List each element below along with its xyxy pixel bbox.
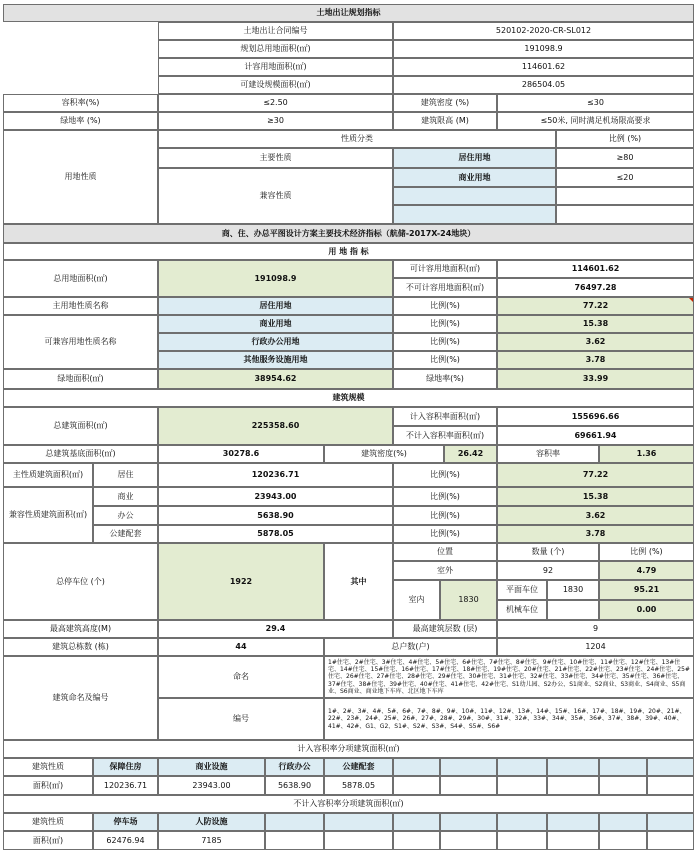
nonfar-land-value: 76497.28: [497, 278, 694, 297]
compat-gfa-label: 兼容性质建筑面积(㎡): [3, 487, 93, 543]
contract-label: 土地出让合同编号: [158, 22, 393, 40]
flat-qty: 1830: [547, 580, 599, 600]
far-area-value: 114601.62: [393, 58, 694, 76]
far-land-value: 114601.62: [497, 260, 694, 278]
nonfar-h-empty-3: [393, 813, 440, 831]
far-land-label: 可计容用地面积(㎡): [393, 260, 497, 278]
land-index-title: 用 地 指 标: [3, 243, 694, 260]
naming-sub: 命名: [158, 656, 324, 698]
nonfar-h-empty-2: [324, 813, 393, 831]
main-gfa-type: 居住: [93, 463, 158, 487]
position-header: 位置: [393, 543, 497, 561]
max-height-label: 最高建筑高度(M): [3, 620, 158, 638]
parking-value: 1922: [158, 543, 324, 620]
far-v-empty-1: [393, 776, 440, 795]
far-h3: 行政办公: [265, 758, 324, 776]
buildable-label: 可建设规模面积(㎡): [158, 76, 393, 94]
plot-ratio2-value: 1.36: [599, 445, 694, 463]
planned-area-value: 191098.9: [393, 40, 694, 58]
far-h-empty-1: [393, 758, 440, 776]
naming-label: 建筑命名及编号: [3, 656, 158, 740]
nonfar-v-empty-8: [647, 831, 694, 850]
far-split-title: 计入容积率分项建筑面积(㎡): [3, 740, 694, 758]
main-use-ratio: [497, 297, 694, 315]
max-floors-label: 最高建筑层数 (层): [393, 620, 497, 638]
indoor-label: 室内: [393, 580, 440, 620]
max-height-value: 29.4: [158, 620, 393, 638]
nonfar-area-row-label: 面积(㎡): [3, 831, 93, 850]
commercial-label: 商业用地: [393, 168, 556, 187]
total-land-label: 总用地面积(㎡): [3, 260, 158, 297]
main-use-ratio-text: 77.22: [582, 301, 609, 311]
base-area-label: 总建筑基底面积(㎡): [3, 445, 158, 463]
far-h-empty-4: [547, 758, 599, 776]
among-label: 其中: [324, 543, 393, 620]
nonfar-gfa-value: 69661.94: [497, 426, 694, 445]
cg3-ratio-label: 比例(%): [393, 525, 497, 543]
far-v-empty-3: [497, 776, 547, 795]
nonfar-h-empty-8: [647, 813, 694, 831]
planned-area-label: 规划总用地面积(㎡): [158, 40, 393, 58]
cg1-type: 商业: [93, 487, 158, 506]
naming-text: 1#住宅、2#住宅、3#住宅、4#住宅、5#住宅、6#住宅、7#住宅、8#住宅、9#住宅、10#住宅、11#住宅、12#住宅、13#住宅、14#住宅、15#住宅、16#住宅、17#住宅、18#住宅、19#住宅、20#住宅、21#住宅、22#住宅、23#住宅、24#住宅、25#住宅、26#住宅、27#住宅、28#住宅、29#住宅、30#住宅、31#住宅、32#住宅、33#住宅、34#住宅、35#住宅、36#住宅、37#住宅、38#住宅、39#住宅、40#住宅、41#住宅、42#住宅、S1幼儿园、S2办公、S1商业、S2商业、S3商业、S4商业、S5商业、S6商业、商业地下车库、北区地下车库: [324, 656, 694, 698]
max-floors-value: 9: [497, 620, 694, 638]
plot-ratio2-label: 容积率: [497, 445, 599, 463]
height-label: 建筑限高 (M): [393, 112, 497, 130]
numbering-text: 1#、2#、3#、4#、5#、6#、7#、8#、9#、10#、11#、12#、13#、14#、15#、16#、17#、18#、19#、20#、21#、22#、23#、24#、25#、26#、27#、28#、29#、30#、31#、32#、33#、34#、35#、36#、37#、38#、39#、40#、41#、42#、G1、G2、S1#、S2#、S3#、S4#、S5#、S6#: [324, 698, 694, 740]
nonfar-v-empty-7: [599, 831, 647, 850]
cg1-ratio: 15.38: [497, 487, 694, 506]
mech-label: 机械车位: [497, 600, 547, 620]
residential-label: 居住用地: [393, 148, 556, 168]
numbering-sub: 编号: [158, 698, 324, 740]
far-v-empty-4: [547, 776, 599, 795]
compat1-ratio: 15.38: [497, 315, 694, 333]
main-gfa-label: 主性质建筑面积(㎡): [3, 463, 93, 487]
far-v2: 23943.00: [158, 776, 265, 795]
outdoor-qty: 92: [497, 561, 599, 580]
outdoor-label: 室外: [393, 561, 497, 580]
main-gfa-ratio-label: 比例(%): [393, 463, 497, 487]
far-gfa-value: 155696.66: [497, 407, 694, 426]
main-use-value: 居住用地: [158, 297, 393, 315]
far-h2: 商业设施: [158, 758, 265, 776]
cg2-value: 5638.90: [158, 506, 393, 525]
compat3-ratio-label: 比例(%): [393, 351, 497, 369]
far-h4: 公建配套: [324, 758, 393, 776]
commercial-ratio: ≤20: [556, 168, 694, 187]
nonfar-h1: 停车场: [93, 813, 158, 831]
empty-compat-ratio-2: [556, 205, 694, 224]
main-gfa-ratio: 77.22: [497, 463, 694, 487]
nonfar-gfa-label: 不计入容积率面积(㎡): [393, 426, 497, 445]
green-area-label: 绿地面积(㎡): [3, 369, 158, 389]
bldg-count-value: 44: [158, 638, 324, 656]
nonfar-v-empty-4: [440, 831, 497, 850]
mech-ratio: 0.00: [599, 600, 694, 620]
compat3-ratio: 3.78: [497, 351, 694, 369]
cg2-type: 办公: [93, 506, 158, 525]
compat-use-label: 可兼容用地性质名称: [3, 315, 158, 369]
cg3-ratio: 3.78: [497, 525, 694, 543]
empty-compat-row-1: [393, 187, 556, 205]
ratio-space-header: 比例 (%): [599, 543, 694, 561]
far-area-row-label: 面积(㎡): [3, 776, 93, 795]
nonfar-v1: 62476.94: [93, 831, 158, 850]
far-v4: 5878.05: [324, 776, 393, 795]
plot-ratio-value: ≤2.50: [158, 94, 393, 112]
scale-title: 建筑规模: [3, 389, 694, 407]
residential-ratio: ≥80: [556, 148, 694, 168]
far-h-empty-3: [497, 758, 547, 776]
nonfar-v2: 7185: [158, 831, 265, 850]
cg2-ratio-label: 比例(%): [393, 506, 497, 525]
cg3-type: 公建配套: [93, 525, 158, 543]
cg3-value: 5878.05: [158, 525, 393, 543]
density-label: 建筑密度 (%): [393, 94, 497, 112]
flat-label: 平面车位: [497, 580, 547, 600]
far-area-label: 计容用地面积(㎡): [158, 58, 393, 76]
nonfar-nature-label: 建筑性质: [3, 813, 93, 831]
compat2-ratio-label: 比例(%): [393, 333, 497, 351]
cg2-ratio: 3.62: [497, 506, 694, 525]
far-h1: 保障住房: [93, 758, 158, 776]
compat3-name: 其他服务设施用地: [158, 351, 393, 369]
nonfar-v-empty-6: [547, 831, 599, 850]
green-rate-label: 绿地率(%): [393, 369, 497, 389]
compat2-name: 行政办公用地: [158, 333, 393, 351]
far-gfa-label: 计入容积率面积(㎡): [393, 407, 497, 426]
plot-ratio-label: 容积率(%): [3, 94, 158, 112]
nonfar-v-empty-1: [265, 831, 324, 850]
density-value: ≤30: [497, 94, 694, 112]
far-v-empty-5: [599, 776, 647, 795]
compat1-name: 商业用地: [158, 315, 393, 333]
far-v3: 5638.90: [265, 776, 324, 795]
households-value: 1204: [497, 638, 694, 656]
bldg-count-label: 建筑总栋数 (栋): [3, 638, 158, 656]
contract-value: 520102-2020-CR-SL012: [393, 22, 694, 40]
ratio-pct-header: 比例 (%): [556, 130, 694, 148]
main-use-label: 主用地性质名称: [3, 297, 158, 315]
gfa-value: 225358.60: [158, 407, 393, 445]
nonfar-v-empty-3: [393, 831, 440, 850]
compat-nature-label: 兼容性质: [158, 168, 393, 224]
nonfar-h-empty-1: [265, 813, 324, 831]
total-land-value: 191098.9: [158, 260, 393, 297]
green-rate-value: 33.99: [497, 369, 694, 389]
far-h-empty-5: [599, 758, 647, 776]
gfa-label: 总建筑面积(㎡): [3, 407, 158, 445]
nonfar-split-title: 不计入容积率分项建筑面积(㎡): [3, 795, 694, 813]
cg1-value: 23943.00: [158, 487, 393, 506]
far-v-empty-6: [647, 776, 694, 795]
nonfar-h-empty-7: [599, 813, 647, 831]
base-area-value: 30278.6: [158, 445, 324, 463]
green-area-value: 38954.62: [158, 369, 393, 389]
green-value: ≥30: [158, 112, 393, 130]
quantity-header: 数量 (个): [497, 543, 599, 561]
main-use-ratio-label: 比例(%): [393, 297, 497, 315]
buildable-value: 286504.05: [393, 76, 694, 94]
indoor-qty: 1830: [440, 580, 497, 620]
nonfar-land-label: 不可计容用地面积(㎡): [393, 278, 497, 297]
nonfar-h2: 人防设施: [158, 813, 265, 831]
far-nature-label: 建筑性质: [3, 758, 93, 776]
comment-marker-icon: [689, 298, 693, 302]
compat2-ratio: 3.62: [497, 333, 694, 351]
parking-label: 总停车位 (个): [3, 543, 158, 620]
far-h-empty-2: [440, 758, 497, 776]
far-h-empty-6: [647, 758, 694, 776]
nonfar-h-empty-6: [547, 813, 599, 831]
main-nature-label: 主要性质: [158, 148, 393, 168]
section-title-tech-indicators: 商、住、办总平图设计方案主要技术经济指标（航储-2017X-24地块）: [3, 224, 694, 243]
empty-compat-row-2: [393, 205, 556, 224]
main-gfa-value: 120236.71: [158, 463, 393, 487]
green-label: 绿地率 (%): [3, 112, 158, 130]
density2-value: 26.42: [444, 445, 497, 463]
outdoor-ratio: 4.79: [599, 561, 694, 580]
land-use-label: 用地性质: [3, 130, 158, 224]
households-label: 总户数(户): [324, 638, 497, 656]
compat1-ratio-label: 比例(%): [393, 315, 497, 333]
height-value: ≤50米, 同时满足机场限高要求: [497, 112, 694, 130]
nonfar-v-empty-5: [497, 831, 547, 850]
cg1-ratio-label: 比例(%): [393, 487, 497, 506]
empty-compat-ratio-1: [556, 187, 694, 205]
nature-class-header: 性质分类: [158, 130, 556, 148]
nonfar-h-empty-4: [440, 813, 497, 831]
far-v1: 120236.71: [93, 776, 158, 795]
nonfar-v-empty-2: [324, 831, 393, 850]
section-title-land-transfer: 土地出让规划指标: [3, 4, 694, 22]
flat-ratio: 95.21: [599, 580, 694, 600]
nonfar-h-empty-5: [497, 813, 547, 831]
mech-qty: [547, 600, 599, 620]
far-v-empty-2: [440, 776, 497, 795]
density2-label: 建筑密度(%): [324, 445, 444, 463]
